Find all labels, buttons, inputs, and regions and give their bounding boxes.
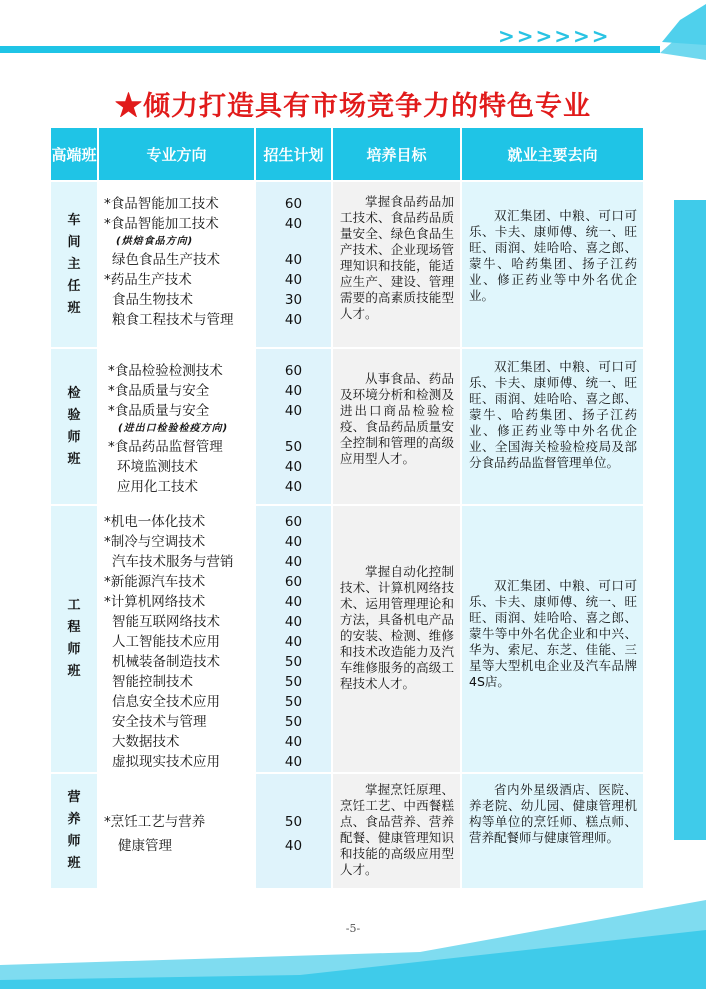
table-row (51, 182, 643, 347)
direction-item: *计算机网络技术 (104, 594, 206, 610)
goal-cell (333, 506, 460, 772)
direction-item: 粮食工程技术与管理 (112, 312, 234, 328)
goal-text: 从事食品、药品及环境分析和检测及进出口商品检验检疫、食品药品质量安全控制和管理的高级应用型人才。 (340, 371, 454, 466)
program-table (49, 126, 645, 890)
direction-cell (99, 349, 254, 504)
page-title: ★倾力打造具有市场竞争力的特色专业 (115, 91, 591, 122)
plan-value: 40 (284, 383, 303, 399)
direction-item: 智能互联网络技术 (112, 614, 220, 630)
plan-value: 40 (284, 734, 303, 750)
direction-item: 大数据技术 (112, 734, 180, 750)
goal-text: 掌握自动化控制技术、计算机网络技术、运用管理理论和方法，具备机电产品的安装、检测、维修和技术改造能力及汽车维修服务的高级工程技术人才。 (340, 564, 454, 691)
plan-value: 40 (284, 272, 303, 288)
direction-item: 汽车技术服务与营销 (112, 554, 234, 570)
goal-cell (333, 774, 460, 888)
plan-value: 40 (284, 216, 303, 232)
page-number: -5- (345, 922, 361, 935)
class-name: 检验师班 (67, 385, 81, 467)
plan-value: 60 (284, 514, 303, 530)
direction-item: *食品智能加工技术 (104, 216, 219, 232)
class-name: 工程师班 (67, 598, 81, 679)
direction-cell (99, 774, 254, 888)
employment-text: 双汇集团、中粮、可口可乐、卡夫、康师傅、统一、旺旺、雨润、娃哈哈、喜之郎、蒙牛等中外名优企业和中兴、华为、索尼、东芝、佳能、三星等大型机电企业及汽车品牌4S店。 (469, 578, 637, 689)
class-name-cell (51, 349, 97, 504)
plan-value: 60 (284, 363, 303, 379)
direction-item: *食品检验检测技术 (108, 363, 223, 379)
employment-cell (462, 182, 643, 347)
employment-text: 省内外星级酒店、医院、养老院、幼儿园、健康管理机构等单位的烹饪师、糕点师、营养配餐师与健康管理师。 (469, 782, 637, 845)
plan-value: 50 (284, 654, 303, 670)
plan-value: 40 (284, 594, 303, 610)
plan-value (256, 421, 331, 437)
header-goal: 培养目标 (333, 128, 460, 180)
plan-cell (256, 506, 331, 772)
plan-value: 50 (284, 714, 303, 730)
employment-cell (462, 349, 643, 504)
plan-value: 40 (284, 403, 303, 419)
direction-item: 虚拟现实技术应用 (112, 754, 220, 770)
plan-value: 40 (284, 479, 303, 495)
table-row (51, 349, 643, 504)
table-row (51, 506, 643, 772)
plan-value: 40 (284, 252, 303, 268)
plan-cell (256, 774, 331, 888)
direction-item: *机电一体化技术 (104, 514, 206, 530)
plan-value: 50 (284, 694, 303, 710)
class-name-cell (51, 774, 97, 888)
header-direction: 专业方向 (99, 128, 254, 180)
direction-item: 智能控制技术 (112, 674, 193, 690)
plan-value: 50 (284, 674, 303, 690)
direction-item: *食品质量与安全 (108, 383, 210, 399)
table-header-row (51, 128, 643, 180)
direction-item: *食品药品监督管理 (108, 439, 223, 455)
direction-cell (99, 182, 254, 347)
header-enrollment: 招生计划 (256, 128, 331, 180)
plan-value: 40 (284, 534, 303, 550)
direction-item: 应用化工技术 (117, 479, 198, 495)
class-name-cell (51, 182, 97, 347)
direction-item: *新能源汽车技术 (104, 574, 206, 590)
direction-item: 环境监测技术 (117, 459, 198, 475)
plan-cell (256, 182, 331, 347)
plan-value: 40 (284, 634, 303, 650)
direction-item: 安全技术与管理 (112, 714, 207, 730)
direction-item: *食品智能加工技术 (104, 196, 219, 212)
plan-value: 40 (284, 459, 303, 475)
direction-item: 人工智能技术应用 (112, 634, 220, 650)
direction-item: *食品质量与安全 (108, 403, 210, 419)
plan-value: 40 (284, 554, 303, 570)
header-class: 高端班 (51, 128, 97, 180)
employment-cell (462, 774, 643, 888)
plan-value: 40 (284, 754, 303, 770)
goal-cell (333, 349, 460, 504)
employment-text: 双汇集团、中粮、可口可乐、卡夫、康师傅、统一、旺旺、雨润、娃哈哈、喜之郎、蒙牛、哈药集团、扬子江药业、修正药业等中外名优企业、全国海关检验检疫局及部分食品药品监督管理单位。 (469, 359, 637, 470)
goal-text: 掌握烹饪原理、烹饪工艺、中西餐糕点、食品营养、营养配餐、健康管理知识和技能的高级应用型人才。 (340, 782, 454, 877)
direction-item: 机械装备制造技术 (112, 654, 220, 670)
employment-text: 双汇集团、中粮、可口可乐、卡夫、康师傅、统一、旺旺、雨润、娃哈哈、喜之郎、蒙牛、哈药集团、扬子江药业、修正药业等中外名优企业。 (469, 208, 637, 303)
plan-value: 50 (284, 814, 303, 830)
plan-value: 40 (284, 838, 303, 854)
plan-value: 40 (284, 614, 303, 630)
header-employment: 就业主要去向 (462, 128, 643, 180)
plan-cell (256, 349, 331, 504)
plan-value: 30 (284, 292, 303, 308)
direction-item: *烹饪工艺与营养 (104, 814, 206, 830)
plan-value: 60 (284, 196, 303, 212)
direction-subnote: (进出口检验检疫方向) (118, 423, 229, 434)
plan-value: 40 (284, 312, 303, 328)
table-row (51, 774, 643, 888)
direction-item: 食品生物技术 (112, 292, 193, 308)
class-name-cell (51, 506, 97, 772)
plan-value (256, 234, 331, 250)
direction-subnote: (烘焙食品方向) (116, 236, 194, 247)
direction-item: *药品生产技术 (104, 272, 192, 288)
plan-value: 60 (284, 574, 303, 590)
employment-cell (462, 506, 643, 772)
direction-cell (99, 506, 254, 772)
direction-item: *制冷与空调技术 (104, 534, 206, 550)
direction-item: 信息安全技术应用 (112, 694, 220, 710)
direction-item: 健康管理 (118, 838, 172, 854)
direction-item: 绿色食品生产技术 (112, 252, 220, 268)
goal-cell (333, 182, 460, 347)
goal-text: 掌握食品药品加工技术、食品药品质量安全、绿色食品生产技术、企业现场管理知识和技能，能适应生产、建设、管理需要的高素质技能型人才。 (340, 194, 454, 321)
plan-value: 50 (284, 439, 303, 455)
header-arrows: >>>>>> (498, 24, 611, 48)
class-name: 车间主任班 (67, 212, 81, 316)
class-name: 营养师班 (67, 790, 81, 871)
